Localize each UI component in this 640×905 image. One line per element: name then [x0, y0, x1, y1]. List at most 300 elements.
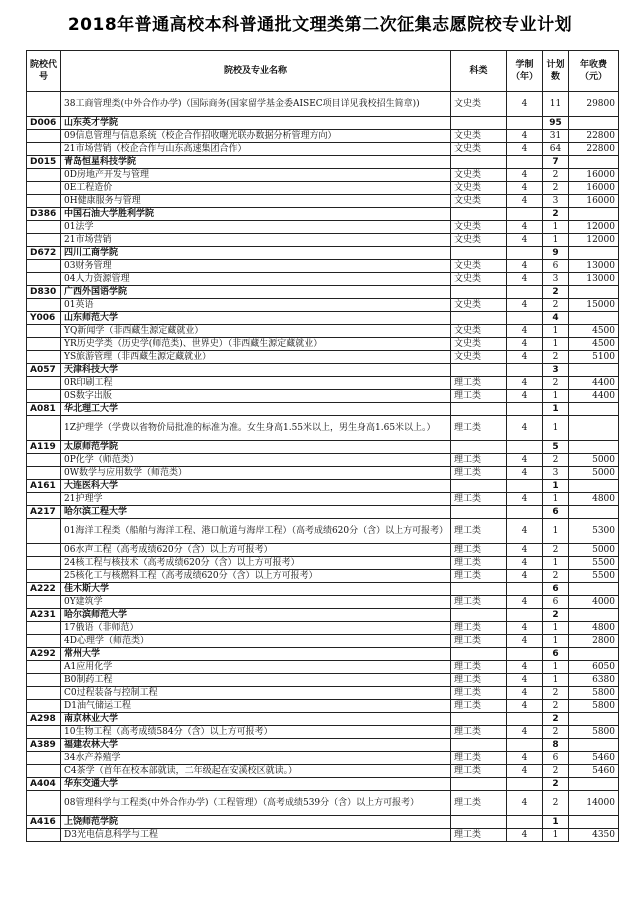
school-row — [27, 480, 619, 493]
cell-category: 理工类 — [451, 519, 507, 544]
cell-name: 哈尔滨工程大学 — [61, 506, 451, 519]
cell-fee — [569, 416, 619, 441]
cell-category: 理工类 — [451, 390, 507, 403]
cell-name: 青岛恒星科技学院 — [61, 156, 451, 169]
cell-category: 理工类 — [451, 557, 507, 570]
cell-plan: 2 — [543, 687, 569, 700]
cell-plan: 6 — [543, 648, 569, 661]
cell-years: 4 — [507, 726, 543, 739]
cell-years: 4 — [507, 325, 543, 338]
cell-category — [451, 117, 507, 130]
cell-name: 04人力资源管理 — [61, 273, 451, 286]
cell-fee — [569, 208, 619, 221]
cell-category: 文史类 — [451, 351, 507, 364]
cell-years — [507, 583, 543, 596]
cell-fee — [569, 403, 619, 416]
major-row — [27, 661, 619, 674]
cell-fee: 4000 — [569, 596, 619, 609]
cell-name: 0S数字出版 — [61, 390, 451, 403]
cell-category — [451, 816, 507, 829]
cell-code — [27, 195, 61, 208]
cell-years: 4 — [507, 791, 543, 816]
major-row — [27, 377, 619, 390]
cell-plan: 3 — [543, 195, 569, 208]
table-body — [27, 92, 619, 842]
cell-category: 理工类 — [451, 622, 507, 635]
cell-name: 01海洋工程类（船舶与海洋工程、港口航道与海岸工程）（高考成绩620分（含）以上方可报考） — [61, 519, 451, 544]
cell-code: A081 — [27, 403, 61, 416]
cell-fee: 5800 — [569, 700, 619, 713]
cell-code: A298 — [27, 713, 61, 726]
school-row — [27, 506, 619, 519]
cell-name: 0P化学（师范类） — [61, 454, 451, 467]
cell-name: 25核化工与核燃料工程（高考成绩620分（含）以上方可报考） — [61, 570, 451, 583]
cell-years: 4 — [507, 829, 543, 842]
cell-name: 广西外国语学院 — [61, 286, 451, 299]
cell-code — [27, 273, 61, 286]
cell-category: 文史类 — [451, 195, 507, 208]
cell-name: 0H健康服务与管理 — [61, 195, 451, 208]
major-row — [27, 338, 619, 351]
cell-name: 24核工程与核技术（高考成绩620分（含）以上方可报考） — [61, 557, 451, 570]
cell-category: 理工类 — [451, 700, 507, 713]
cell-code — [27, 351, 61, 364]
header-annual-fee: 年收费（元） — [569, 51, 619, 92]
cell-name: 华东交通大学 — [61, 778, 451, 791]
cell-fee: 4500 — [569, 338, 619, 351]
cell-category: 理工类 — [451, 493, 507, 506]
cell-fee — [569, 441, 619, 454]
cell-fee — [569, 739, 619, 752]
cell-years: 4 — [507, 493, 543, 506]
cell-plan: 2 — [543, 208, 569, 221]
cell-code — [27, 377, 61, 390]
cell-category: 理工类 — [451, 687, 507, 700]
cell-code — [27, 726, 61, 739]
major-row — [27, 325, 619, 338]
cell-name: 10生物工程（高考成绩584分（含）以上方可报考） — [61, 726, 451, 739]
cell-plan: 1 — [543, 390, 569, 403]
major-row — [27, 390, 619, 403]
cell-plan: 1 — [543, 674, 569, 687]
cell-plan: 6 — [543, 596, 569, 609]
cell-plan: 2 — [543, 169, 569, 182]
cell-fee: 2800 — [569, 635, 619, 648]
cell-plan: 2 — [543, 544, 569, 557]
cell-code: A119 — [27, 441, 61, 454]
cell-code — [27, 221, 61, 234]
cell-years: 4 — [507, 221, 543, 234]
major-row — [27, 752, 619, 765]
cell-code: A292 — [27, 648, 61, 661]
cell-years: 4 — [507, 752, 543, 765]
cell-plan: 2 — [543, 182, 569, 195]
cell-code: A231 — [27, 609, 61, 622]
cell-plan: 5 — [543, 441, 569, 454]
major-row — [27, 221, 619, 234]
school-row — [27, 713, 619, 726]
cell-years: 4 — [507, 299, 543, 312]
school-row — [27, 117, 619, 130]
cell-code — [27, 674, 61, 687]
school-row — [27, 816, 619, 829]
cell-category — [451, 609, 507, 622]
cell-name: C4茶学（首年在校本部就读，二年级起在安溪校区就读。） — [61, 765, 451, 778]
cell-plan: 95 — [543, 117, 569, 130]
cell-name: 0W数学与应用数学（师范类） — [61, 467, 451, 480]
cell-fee — [569, 156, 619, 169]
cell-years: 4 — [507, 570, 543, 583]
major-row — [27, 829, 619, 842]
cell-code — [27, 829, 61, 842]
cell-code: A217 — [27, 506, 61, 519]
cell-years: 4 — [507, 674, 543, 687]
cell-name: 08管理科学与工程类(中外合作办学)（工程管理）（高考成绩539分（含）以上方可报考） — [61, 791, 451, 816]
cell-name: 17俄语（非师范） — [61, 622, 451, 635]
cell-years: 4 — [507, 454, 543, 467]
cell-name: 06水声工程（高考成绩620分（含）以上方可报考） — [61, 544, 451, 557]
cell-years — [507, 506, 543, 519]
cell-plan: 2 — [543, 791, 569, 816]
cell-category: 文史类 — [451, 182, 507, 195]
major-row — [27, 570, 619, 583]
cell-plan: 1 — [543, 403, 569, 416]
cell-code — [27, 765, 61, 778]
cell-category: 理工类 — [451, 544, 507, 557]
cell-years: 4 — [507, 234, 543, 247]
school-row — [27, 208, 619, 221]
cell-fee: 5000 — [569, 467, 619, 480]
cell-years: 4 — [507, 622, 543, 635]
cell-plan: 1 — [543, 325, 569, 338]
cell-category — [451, 480, 507, 493]
header-years: 学制（年） — [507, 51, 543, 92]
cell-category: 理工类 — [451, 416, 507, 441]
cell-plan: 1 — [543, 829, 569, 842]
cell-fee: 16000 — [569, 195, 619, 208]
cell-years: 4 — [507, 700, 543, 713]
cell-fee: 16000 — [569, 169, 619, 182]
cell-plan: 6 — [543, 506, 569, 519]
cell-plan: 1 — [543, 338, 569, 351]
cell-years — [507, 480, 543, 493]
cell-years — [507, 713, 543, 726]
cell-fee — [569, 506, 619, 519]
major-row — [27, 635, 619, 648]
cell-code — [27, 143, 61, 156]
major-row — [27, 493, 619, 506]
major-row — [27, 260, 619, 273]
cell-name: 山东英才学院 — [61, 117, 451, 130]
cell-code — [27, 519, 61, 544]
cell-plan: 2 — [543, 377, 569, 390]
cell-fee: 5500 — [569, 557, 619, 570]
cell-plan: 2 — [543, 299, 569, 312]
cell-fee: 5800 — [569, 687, 619, 700]
cell-years — [507, 117, 543, 130]
cell-name: 太原师范学院 — [61, 441, 451, 454]
cell-category: 文史类 — [451, 221, 507, 234]
cell-fee: 4350 — [569, 829, 619, 842]
cell-years — [507, 441, 543, 454]
cell-category: 文史类 — [451, 299, 507, 312]
cell-years — [507, 247, 543, 260]
cell-plan: 3 — [543, 467, 569, 480]
cell-category — [451, 739, 507, 752]
cell-category: 文史类 — [451, 338, 507, 351]
cell-code: D672 — [27, 247, 61, 260]
cell-code: D386 — [27, 208, 61, 221]
cell-fee: 12000 — [569, 221, 619, 234]
cell-years — [507, 156, 543, 169]
cell-fee: 22800 — [569, 130, 619, 143]
cell-plan: 8 — [543, 739, 569, 752]
school-row — [27, 156, 619, 169]
cell-plan: 3 — [543, 364, 569, 377]
cell-fee: 6380 — [569, 674, 619, 687]
cell-fee: 5460 — [569, 765, 619, 778]
cell-plan: 9 — [543, 247, 569, 260]
cell-fee — [569, 713, 619, 726]
cell-fee: 13000 — [569, 260, 619, 273]
major-row — [27, 519, 619, 544]
cell-plan: 1 — [543, 622, 569, 635]
school-row — [27, 583, 619, 596]
cell-code — [27, 338, 61, 351]
cell-name: 0Y建筑学 — [61, 596, 451, 609]
major-row — [27, 765, 619, 778]
cell-code: D830 — [27, 286, 61, 299]
cell-category: 文史类 — [451, 169, 507, 182]
cell-category: 文史类 — [451, 260, 507, 273]
major-row — [27, 726, 619, 739]
cell-years — [507, 648, 543, 661]
cell-plan: 1 — [543, 661, 569, 674]
cell-category — [451, 156, 507, 169]
cell-category: 理工类 — [451, 829, 507, 842]
cell-years — [507, 208, 543, 221]
cell-category: 理工类 — [451, 791, 507, 816]
cell-fee — [569, 583, 619, 596]
cell-plan: 2 — [543, 286, 569, 299]
cell-name: 常州大学 — [61, 648, 451, 661]
cell-years: 4 — [507, 143, 543, 156]
cell-plan: 1 — [543, 221, 569, 234]
major-row — [27, 791, 619, 816]
cell-fee: 6050 — [569, 661, 619, 674]
cell-fee — [569, 648, 619, 661]
cell-years — [507, 312, 543, 325]
cell-name: 哈尔滨师范大学 — [61, 609, 451, 622]
cell-years: 4 — [507, 92, 543, 117]
cell-fee: 4800 — [569, 493, 619, 506]
cell-code — [27, 791, 61, 816]
cell-years: 4 — [507, 390, 543, 403]
cell-name: YR历史学类（历史学(师范类)、世界史）（非西藏生源定藏就业） — [61, 338, 451, 351]
cell-plan: 2 — [543, 700, 569, 713]
cell-years: 4 — [507, 765, 543, 778]
cell-years: 4 — [507, 195, 543, 208]
cell-fee: 14000 — [569, 791, 619, 816]
cell-fee: 5000 — [569, 544, 619, 557]
cell-years: 4 — [507, 377, 543, 390]
cell-category — [451, 713, 507, 726]
cell-fee — [569, 816, 619, 829]
school-row — [27, 739, 619, 752]
cell-years: 4 — [507, 130, 543, 143]
major-row — [27, 299, 619, 312]
cell-plan: 1 — [543, 480, 569, 493]
cell-category: 理工类 — [451, 674, 507, 687]
cell-years: 4 — [507, 687, 543, 700]
cell-category — [451, 208, 507, 221]
major-row — [27, 143, 619, 156]
cell-name: D3光电信息科学与工程 — [61, 829, 451, 842]
cell-name: 0E工程造价 — [61, 182, 451, 195]
cell-name: 上饶师范学院 — [61, 816, 451, 829]
cell-code — [27, 570, 61, 583]
cell-plan: 1 — [543, 557, 569, 570]
cell-plan: 1 — [543, 519, 569, 544]
major-row — [27, 596, 619, 609]
cell-fee: 5100 — [569, 351, 619, 364]
cell-plan: 1 — [543, 493, 569, 506]
major-row — [27, 234, 619, 247]
cell-category: 理工类 — [451, 765, 507, 778]
cell-plan: 2 — [543, 609, 569, 622]
cell-plan: 2 — [543, 726, 569, 739]
cell-fee: 16000 — [569, 182, 619, 195]
cell-code — [27, 325, 61, 338]
school-row — [27, 609, 619, 622]
cell-name: YS旅游管理（非西藏生源定藏就业） — [61, 351, 451, 364]
cell-plan: 2 — [543, 765, 569, 778]
cell-category — [451, 441, 507, 454]
cell-plan: 3 — [543, 273, 569, 286]
major-row — [27, 195, 619, 208]
cell-category — [451, 648, 507, 661]
cell-plan: 1 — [543, 234, 569, 247]
cell-category — [451, 403, 507, 416]
major-row — [27, 454, 619, 467]
cell-category: 理工类 — [451, 454, 507, 467]
cell-fee — [569, 117, 619, 130]
cell-name: B0制药工程 — [61, 674, 451, 687]
cell-name: 天津科技大学 — [61, 364, 451, 377]
cell-code — [27, 234, 61, 247]
major-row — [27, 351, 619, 364]
cell-name: C0过程装备与控制工程 — [61, 687, 451, 700]
cell-category: 理工类 — [451, 726, 507, 739]
cell-years: 4 — [507, 661, 543, 674]
cell-name: 1Z护理学（学费以省物价局批准的标准为准。女生身高1.55米以上，男生身高1.65米以上。） — [61, 416, 451, 441]
cell-name: 38工商管理类(中外合作办学)（国际商务(国家留学基金委AISEC项目详见我校招生简章)) — [61, 92, 451, 117]
cell-code — [27, 260, 61, 273]
cell-category: 文史类 — [451, 234, 507, 247]
cell-plan: 6 — [543, 583, 569, 596]
cell-category — [451, 312, 507, 325]
cell-code: A161 — [27, 480, 61, 493]
cell-name: 21市场营销（校企合作与山东高速集团合作） — [61, 143, 451, 156]
major-row — [27, 557, 619, 570]
cell-fee: 4400 — [569, 377, 619, 390]
cell-name: D1油气储运工程 — [61, 700, 451, 713]
cell-plan: 1 — [543, 635, 569, 648]
cell-name: 21市场营销 — [61, 234, 451, 247]
cell-code — [27, 687, 61, 700]
cell-fee: 4500 — [569, 325, 619, 338]
cell-years: 4 — [507, 596, 543, 609]
cell-code — [27, 92, 61, 117]
cell-category: 文史类 — [451, 143, 507, 156]
cell-category — [451, 364, 507, 377]
cell-category — [451, 286, 507, 299]
cell-code — [27, 544, 61, 557]
school-row — [27, 403, 619, 416]
cell-years — [507, 816, 543, 829]
cell-fee: 29800 — [569, 92, 619, 117]
header-school-code: 院校代号 — [27, 51, 61, 92]
cell-category: 理工类 — [451, 752, 507, 765]
cell-plan: 1 — [543, 416, 569, 441]
cell-plan: 7 — [543, 156, 569, 169]
cell-fee: 5460 — [569, 752, 619, 765]
cell-fee — [569, 286, 619, 299]
school-row — [27, 441, 619, 454]
cell-code — [27, 596, 61, 609]
header-school-major-name: 院校及专业名称 — [61, 51, 451, 92]
cell-category: 理工类 — [451, 377, 507, 390]
cell-name: 03财务管理 — [61, 260, 451, 273]
cell-code: A057 — [27, 364, 61, 377]
school-row — [27, 778, 619, 791]
cell-category: 文史类 — [451, 273, 507, 286]
cell-plan: 1 — [543, 816, 569, 829]
cell-years: 4 — [507, 338, 543, 351]
cell-fee: 5800 — [569, 726, 619, 739]
cell-code: D015 — [27, 156, 61, 169]
cell-name: 山东师范大学 — [61, 312, 451, 325]
cell-fee — [569, 364, 619, 377]
cell-code — [27, 169, 61, 182]
cell-fee — [569, 480, 619, 493]
cell-fee: 4400 — [569, 390, 619, 403]
cell-years — [507, 739, 543, 752]
cell-name: 0D房地产开发与管理 — [61, 169, 451, 182]
cell-years: 4 — [507, 557, 543, 570]
cell-plan: 6 — [543, 260, 569, 273]
cell-name: 4D心理学（师范类） — [61, 635, 451, 648]
enrollment-plan-table — [26, 50, 619, 842]
school-row — [27, 286, 619, 299]
cell-plan: 2 — [543, 713, 569, 726]
cell-category: 理工类 — [451, 661, 507, 674]
cell-fee — [569, 609, 619, 622]
cell-years — [507, 403, 543, 416]
cell-name: 中国石油大学胜利学院 — [61, 208, 451, 221]
cell-fee: 15000 — [569, 299, 619, 312]
cell-years — [507, 778, 543, 791]
cell-name: 南京林业大学 — [61, 713, 451, 726]
school-row — [27, 364, 619, 377]
cell-fee — [569, 778, 619, 791]
cell-code — [27, 622, 61, 635]
cell-years: 4 — [507, 519, 543, 544]
cell-name: 福建农林大学 — [61, 739, 451, 752]
cell-name: 0R印刷工程 — [61, 377, 451, 390]
cell-fee: 13000 — [569, 273, 619, 286]
page-title: 2018年普通高校本科普通批文理类第二次征集志愿院校专业计划 — [67, 15, 573, 35]
